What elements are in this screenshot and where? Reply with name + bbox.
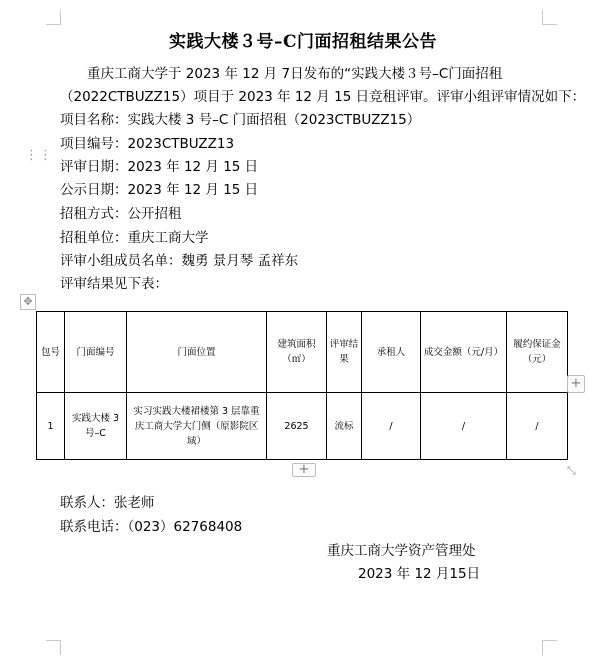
cell-deal-amount: / <box>421 393 507 460</box>
contact-phone: 联系电话：（023）62768408 <box>60 519 243 535</box>
review-date: 评审日期：2023 年 12 月 15 日 <box>60 159 259 175</box>
header-package-no: 包号 <box>37 312 65 393</box>
table-row <box>37 393 568 460</box>
header-review-result: 评审结果 <box>327 312 362 393</box>
contact-person: 联系人：张老师 <box>60 495 155 511</box>
cell-location: 实习实践大楼裙楼第 3 层靠重庆工商大学大门侧（原影院区域） <box>127 393 267 460</box>
page-corner-mark-bottom-left <box>46 640 61 655</box>
rental-unit: 招租单位：重庆工商大学 <box>60 230 209 246</box>
resize-icon[interactable]: ⤡ <box>567 464 576 477</box>
issue-date: 2023 年 12 月15日 <box>358 566 481 582</box>
table-header-row <box>37 312 568 393</box>
move-icon[interactable]: ✥ <box>20 294 36 310</box>
header-tenant: 承租人 <box>362 312 421 393</box>
issuing-organization: 重庆工商大学资产管理处 <box>327 543 476 559</box>
cell-floor-area: 2625 <box>267 393 327 460</box>
header-floor-area: 建筑面积（㎡） <box>267 312 327 393</box>
cell-package-no: 1 <box>37 393 65 460</box>
page-corner-mark-top-left <box>46 10 61 25</box>
cell-deposit: / <box>507 393 568 460</box>
rental-method: 招租方式：公开招租 <box>60 206 182 222</box>
cell-review-result: 流标 <box>327 393 362 460</box>
cell-storefront-id: 实践大楼 3 号–C <box>65 393 127 460</box>
results-intro: 评审结果见下表： <box>60 276 168 292</box>
page-corner-mark-top-right <box>542 10 557 25</box>
header-deposit: 履约保证金（元） <box>507 312 568 393</box>
result-table <box>36 311 568 460</box>
add-row-plus-icon[interactable]: + <box>292 463 316 477</box>
header-storefront-id: 门面编号 <box>65 312 127 393</box>
review-members: 评审小组成员名单：魏勇 景月琴 孟祥东 <box>60 253 299 269</box>
publicity-date: 公示日期：2023 年 12 月 15 日 <box>60 182 259 198</box>
header-location: 门面位置 <box>127 312 267 393</box>
add-column-plus-icon[interactable]: + <box>567 375 585 393</box>
project-number: 项目编号：2023CTBUZZ13 <box>60 136 235 152</box>
drag-handle-icon[interactable]: ⋮⋮ <box>25 148 53 163</box>
page-title: 实践大楼３号–C门面招租结果公告 <box>168 32 438 52</box>
project-name: 项目名称：实践大楼 3 号–C 门面招租（2023CTBUZZ15） <box>60 112 421 128</box>
header-deal-amount: 成交金额（元/月） <box>421 312 507 393</box>
page-corner-mark-bottom-right <box>542 640 557 655</box>
cell-tenant: / <box>362 393 421 460</box>
intro-line-1: 重庆工商大学于 2023 年 12 月 7日发布的“实践大楼３号–C门面招租 <box>87 66 503 82</box>
intro-line-2: （2022CTBUZZ15）项目于 2023 年 12 月 15 日竞租评审。评审小组评审情况如下： <box>60 89 586 105</box>
